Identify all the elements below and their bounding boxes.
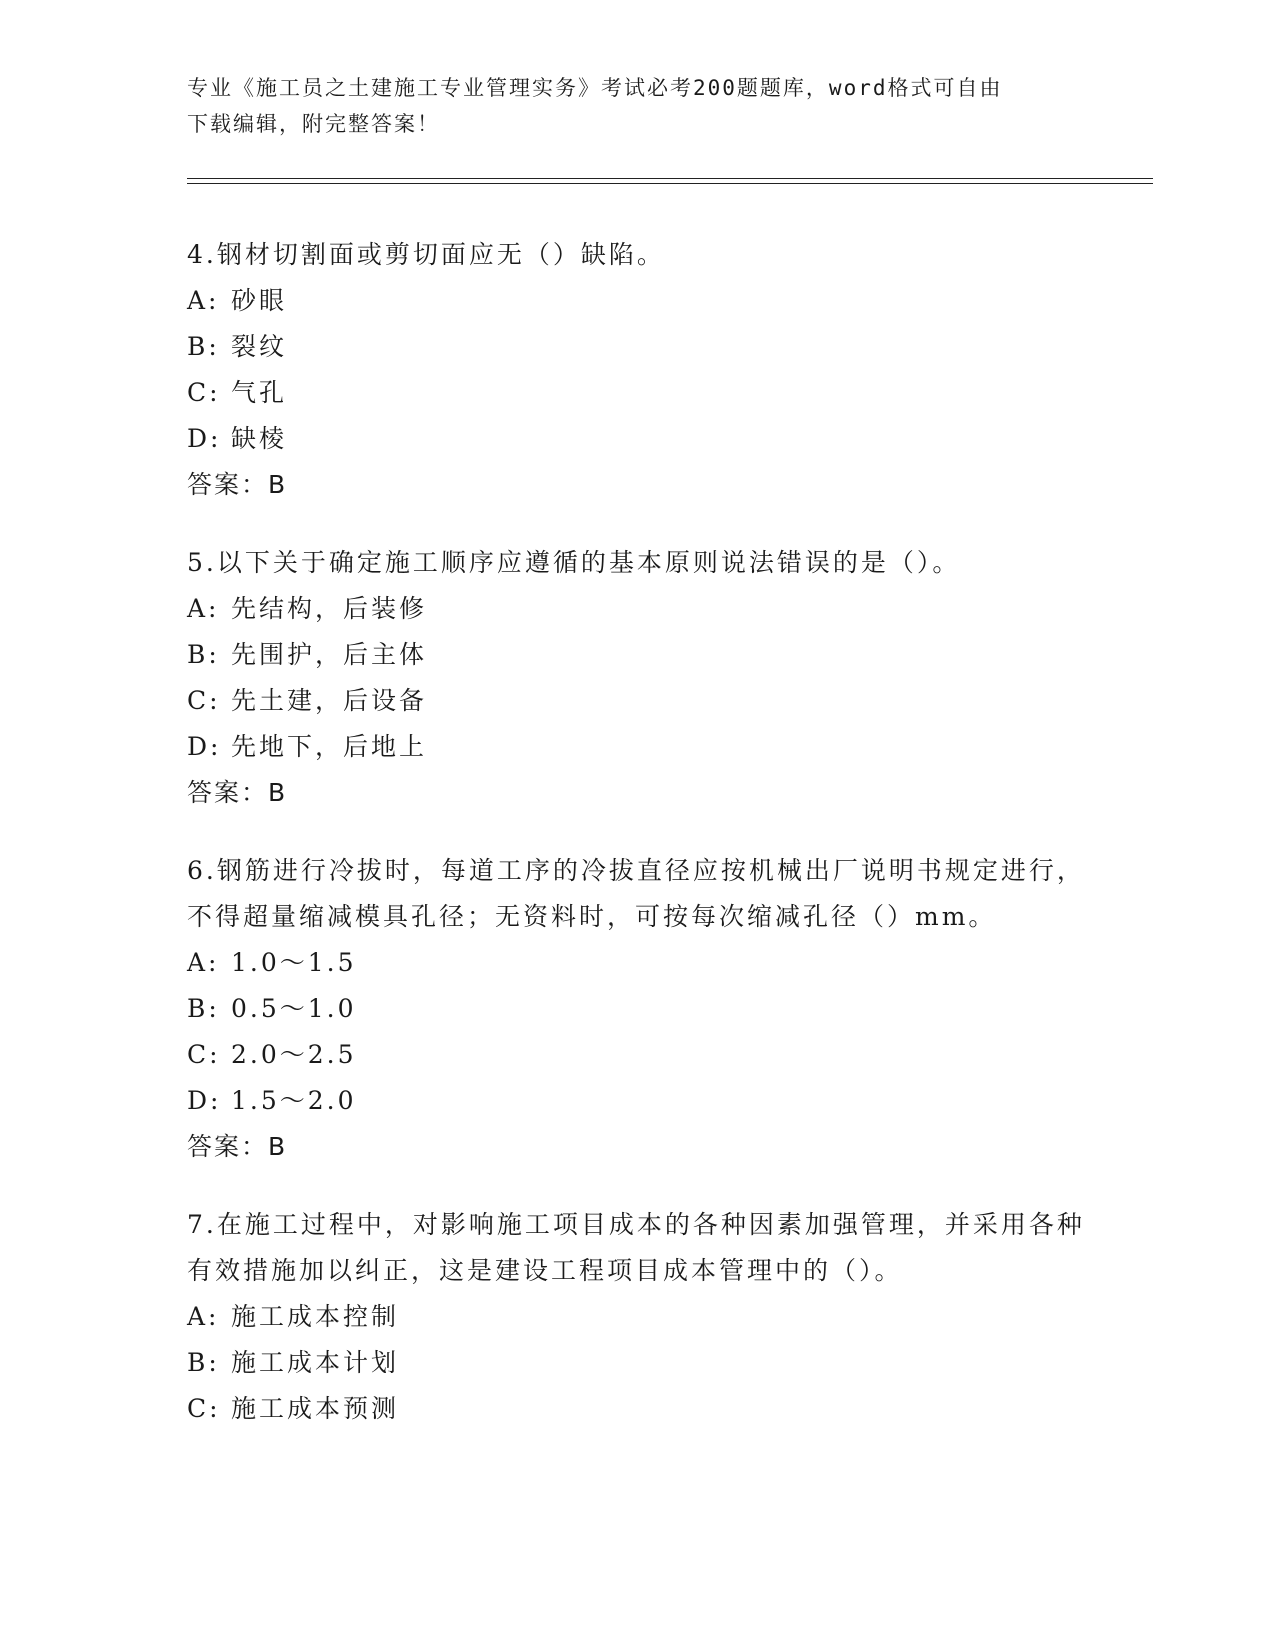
option-text: 1.0～1.5: [231, 948, 357, 977]
option-c: [187, 678, 1087, 724]
option-a: [187, 586, 1087, 632]
question-list: [187, 232, 1087, 1464]
option-a: [187, 278, 1087, 324]
option-letter: B:: [187, 332, 220, 361]
answer-line: 答案：B: [187, 470, 288, 499]
option-c: [187, 370, 1087, 416]
answer-line: 答案：B: [187, 778, 288, 807]
option-letter: C:: [187, 378, 221, 407]
option-letter: B:: [187, 640, 220, 669]
option-letter: A:: [187, 948, 220, 977]
option-b: [187, 324, 1087, 370]
option-a: [187, 1294, 1087, 1340]
option-text: 缺棱: [231, 424, 288, 453]
option-letter: C:: [187, 1040, 221, 1069]
option-text: 1.5～2.0: [231, 1086, 357, 1115]
option-text: 先围护，后主体: [231, 640, 428, 669]
option-text: 施工成本控制: [231, 1302, 400, 1331]
option-text: 先土建，后设备: [231, 686, 428, 715]
header-divider: [187, 178, 1153, 184]
option-c: [187, 1032, 1087, 1078]
option-text: 先结构，后装修: [231, 594, 428, 623]
option-text: 2.0～2.5: [231, 1040, 357, 1069]
option-b: [187, 986, 1087, 1032]
header-line-1: 专业《施工员之土建施工专业管理实务》考试必考200题题库，word格式可自由: [187, 76, 1003, 100]
option-letter: C:: [187, 686, 221, 715]
option-b: [187, 1340, 1087, 1386]
question-4: [187, 232, 1087, 508]
question-5: [187, 540, 1087, 816]
option-letter: D:: [187, 732, 222, 761]
option-a: [187, 940, 1087, 986]
option-d: [187, 724, 1087, 770]
option-letter: A:: [187, 594, 220, 623]
question-7: [187, 1202, 1087, 1432]
option-text: 0.5～1.0: [231, 994, 357, 1023]
option-letter: D:: [187, 424, 222, 453]
question-stem: 5.以下关于确定施工顺序应遵循的基本原则说法错误的是（）。: [187, 548, 961, 577]
option-text: 砂眼: [231, 286, 288, 315]
option-d: [187, 1078, 1087, 1124]
option-text: 气孔: [231, 378, 288, 407]
option-letter: A:: [187, 286, 220, 315]
option-c: [187, 1386, 1087, 1432]
question-stem: 7.在施工过程中，对影响施工项目成本的各种因素加强管理，并采用各种有效措施加以纠正，这是建设工程项目成本管理中的（）。: [187, 1210, 1085, 1285]
option-letter: B:: [187, 1348, 220, 1377]
option-d: [187, 416, 1087, 462]
question-stem: 6.钢筋进行冷拔时，每道工序的冷拔直径应按机械出厂说明书规定进行，不得超量缩减模具孔径；无资料时，可按每次缩减孔径（）mm。: [187, 856, 1085, 931]
option-letter: B:: [187, 994, 220, 1023]
option-letter: A:: [187, 1302, 220, 1331]
question-6: [187, 848, 1087, 1170]
option-text: 裂纹: [231, 332, 288, 361]
option-text: 施工成本预测: [231, 1394, 400, 1423]
document-header: [187, 70, 1087, 142]
option-text: 先地下，后地上: [231, 732, 428, 761]
question-stem: 4.钢材切割面或剪切面应无（）缺陷。: [187, 240, 665, 269]
option-b: [187, 632, 1087, 678]
answer-line: 答案：B: [187, 1132, 288, 1161]
option-text: 施工成本计划: [231, 1348, 400, 1377]
header-line-2: 下载编辑，附完整答案！: [187, 112, 440, 136]
option-letter: C:: [187, 1394, 221, 1423]
option-letter: D:: [187, 1086, 222, 1115]
